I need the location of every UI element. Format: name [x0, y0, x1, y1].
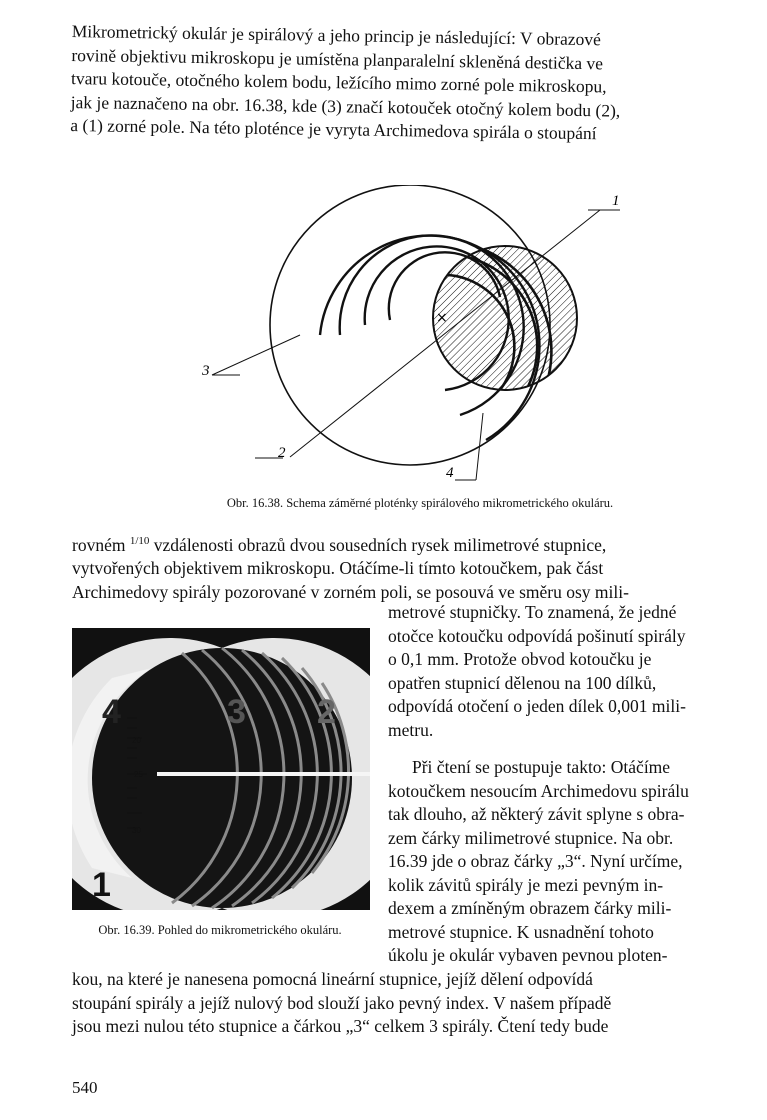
text-line: metrové stupnice. K usnadnění tohoto	[388, 921, 654, 942]
text-line: o 0,1 mm. Protože obvod kotoučku je	[388, 649, 652, 669]
archimedes-spiral	[320, 235, 539, 440]
text-line: odpovídá otočení o jeden dílek 0,001 mili-	[388, 696, 686, 716]
text-line: Archimedovy spirály pozorované v zorném poli, se posouvá ve směru osy mili-	[72, 581, 629, 602]
text-line: tvaru kotouče, otočného kolem bodu, ležícího mimo zorné pole mikroskopu,	[70, 67, 607, 97]
label-4: 4	[446, 465, 454, 481]
label-1: 1	[612, 193, 620, 209]
scale-number: 25	[134, 770, 143, 779]
bottom-paragraph	[72, 968, 752, 1039]
text-line: jsou mezi nulou této stupnice a čárkou „3“ celkem 3 spirály. Čtení tedy bude	[72, 1016, 609, 1036]
text-line: Při čtení se postupuje takto: Otáčíme	[412, 757, 671, 777]
scale-number: 20	[132, 736, 141, 745]
text-line: rovině objektivu mikroskopu je umístěna planparalelní skleněná destička ve	[71, 44, 604, 73]
figure-16-38-diagram	[200, 185, 630, 485]
text-line: dexem a zmíněným obrazem čárky mili-	[388, 898, 672, 918]
text-line: metrové stupničky. To znamená, že jedné	[388, 602, 677, 622]
scale-number: 30	[132, 826, 141, 835]
page-number: 540	[72, 1078, 98, 1097]
right-column-paragraph-1	[388, 601, 750, 742]
text-line: tak dlouho, až některý závit splyne s obra-	[388, 804, 685, 824]
text-line: Mikrometrický okulár je spirálový a jeho princip je následující: V obrazové	[71, 20, 601, 50]
eyepiece-view-illustration	[72, 628, 370, 910]
figure-16-39-photo	[72, 628, 370, 910]
fraction: 1/10	[129, 535, 150, 547]
text-line: zem čárky milimetrové stupnice. Na obr.	[388, 827, 674, 848]
label-2: 2	[278, 445, 286, 461]
figure-16-39-caption: Obr. 16.39. Pohled do mikrometrického okuláru.	[98, 923, 342, 937]
figure-16-38-caption: Obr. 16.38. Schema záměrné ploténky spirálového mikrometrického okuláru.	[226, 496, 614, 510]
text-line: jak je naznačeno na obr. 16.38, kde (3) značí kotouček otočný kolem bodu (2),	[70, 91, 621, 121]
text-line: 16.39 jde o obraz čárky „3“. Nyní určíme,	[388, 851, 683, 871]
text-line: kou, na které je nanesena pomocná lineární stupnice, jejíž dělení odpovídá	[72, 969, 593, 989]
text-line: metru.	[388, 719, 434, 740]
text-fragment: rovném	[72, 534, 126, 555]
photo-digit-2: 2	[317, 693, 336, 731]
right-column-paragraph-2	[388, 756, 750, 968]
text-line: a (1) zorné pole. Na této ploténce je vyryta Archimedova spirála o stoupání	[70, 114, 597, 144]
text-line: kotoučkem nesoucím Archimedovu spirálu	[388, 780, 689, 801]
field-of-view-circle	[433, 246, 577, 390]
text-line: opatřen stupnicí dělenou na 100 dílků,	[388, 672, 657, 693]
text-fragment: vzdálenosti obrazů dvou sousedních rysek milimetrové stupnice,	[153, 534, 607, 555]
text-line: stoupání spirály a jejíž nulový bod slouží jako pevný index. V našem případě	[72, 992, 612, 1013]
label-3: 3	[202, 363, 210, 379]
photo-digit-1: 1	[92, 866, 111, 904]
body-paragraph	[72, 530, 752, 604]
center-mark: ×	[436, 310, 448, 326]
text-line: vytvořených objektivem mikroskopu. Otáčíme-li tímto kotoučkem, pak část	[72, 558, 604, 579]
text-line: kolik závitů spirály je mezi pevným in-	[388, 874, 664, 895]
text-line	[72, 530, 752, 557]
intro-paragraph	[70, 20, 752, 148]
text-line: úkolu je okulár vybaven pevnou ploten-	[388, 945, 668, 965]
photo-digit-4: 4	[102, 693, 121, 731]
photo-digit-3: 3	[227, 693, 246, 731]
text-line: otočce kotoučku odpovídá pošinutí spirály	[388, 625, 686, 646]
